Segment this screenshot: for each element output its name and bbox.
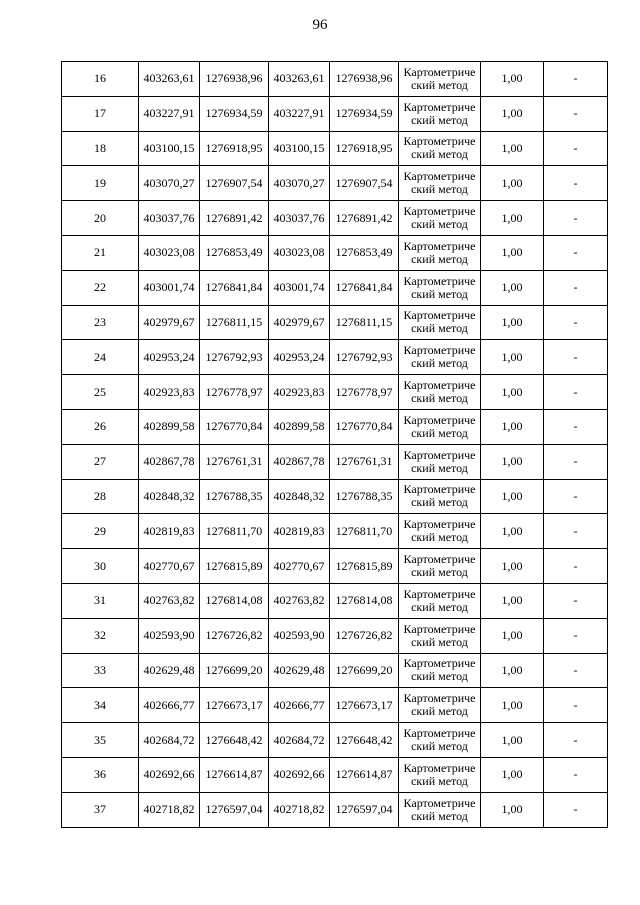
new-x-cell: 403070,27 xyxy=(269,166,330,201)
existing-x-cell: 402770,67 xyxy=(139,549,200,584)
table-row xyxy=(62,723,608,758)
description-cell: - xyxy=(544,375,608,410)
table-row xyxy=(62,688,608,723)
table-row xyxy=(62,549,608,584)
existing-x-cell: 402684,72 xyxy=(139,723,200,758)
new-y-cell: 1276891,42 xyxy=(330,201,399,236)
new-y-cell: 1276761,31 xyxy=(330,444,399,479)
table-row xyxy=(62,270,608,305)
table-row xyxy=(62,792,608,827)
accuracy-cell: 1,00 xyxy=(481,757,544,792)
description-cell: - xyxy=(544,409,608,444)
description-cell: - xyxy=(544,653,608,688)
method-line-1: Картометриче xyxy=(403,238,476,253)
existing-x-cell: 403037,76 xyxy=(139,201,200,236)
method-cell xyxy=(399,618,481,653)
method-line-2: ский метод xyxy=(411,460,468,475)
new-x-cell: 402692,66 xyxy=(269,757,330,792)
accuracy-cell: 1,00 xyxy=(481,340,544,375)
new-x-cell: 403023,08 xyxy=(269,235,330,270)
method-line-1: Картометриче xyxy=(403,517,476,532)
point-number-cell: 34 xyxy=(62,688,139,723)
accuracy-cell: 1,00 xyxy=(481,270,544,305)
table-row xyxy=(62,409,608,444)
point-number-cell: 29 xyxy=(62,514,139,549)
method-cell xyxy=(399,549,481,584)
page-number: 96 xyxy=(312,17,328,33)
point-number-cell: 31 xyxy=(62,583,139,618)
new-y-cell: 1276788,35 xyxy=(330,479,399,514)
new-y-cell: 1276918,95 xyxy=(330,131,399,166)
new-y-cell: 1276815,89 xyxy=(330,549,399,584)
accuracy-cell: 1,00 xyxy=(481,583,544,618)
table-row xyxy=(62,131,608,166)
point-number-cell: 17 xyxy=(62,96,139,131)
description-cell: - xyxy=(544,479,608,514)
accuracy-cell: 1,00 xyxy=(481,201,544,236)
description-cell: - xyxy=(544,305,608,340)
method-line-2: ский метод xyxy=(411,495,468,510)
coordinates-table-body xyxy=(62,62,608,828)
point-number-cell: 36 xyxy=(62,757,139,792)
point-number-cell: 19 xyxy=(62,166,139,201)
existing-x-cell: 402867,78 xyxy=(139,444,200,479)
existing-x-cell: 402923,83 xyxy=(139,375,200,410)
new-y-cell: 1276726,82 xyxy=(330,618,399,653)
point-number-cell: 35 xyxy=(62,723,139,758)
method-line-1: Картометриче xyxy=(403,447,476,462)
new-y-cell: 1276841,84 xyxy=(330,270,399,305)
description-cell: - xyxy=(544,583,608,618)
method-line-2: ский метод xyxy=(411,599,468,614)
table-row xyxy=(62,479,608,514)
new-x-cell: 402763,82 xyxy=(269,583,330,618)
method-line-1: Картометриче xyxy=(403,343,476,358)
method-line-2: ский метод xyxy=(411,773,468,788)
new-x-cell: 402979,67 xyxy=(269,305,330,340)
point-number-cell: 24 xyxy=(62,340,139,375)
point-number-cell: 28 xyxy=(62,479,139,514)
table-row xyxy=(62,583,608,618)
new-x-cell: 402770,67 xyxy=(269,549,330,584)
method-cell xyxy=(399,479,481,514)
point-number-cell: 23 xyxy=(62,305,139,340)
new-y-cell: 1276597,04 xyxy=(330,792,399,827)
description-cell: - xyxy=(544,618,608,653)
existing-x-cell: 402629,48 xyxy=(139,653,200,688)
method-cell xyxy=(399,792,481,827)
accuracy-cell: 1,00 xyxy=(481,723,544,758)
accuracy-cell: 1,00 xyxy=(481,62,544,97)
description-cell: - xyxy=(544,444,608,479)
method-cell xyxy=(399,131,481,166)
existing-x-cell: 402979,67 xyxy=(139,305,200,340)
method-line-1: Картометриче xyxy=(403,621,476,636)
new-x-cell: 402629,48 xyxy=(269,653,330,688)
new-x-cell: 402953,24 xyxy=(269,340,330,375)
description-cell: - xyxy=(544,792,608,827)
existing-y-cell: 1276934,59 xyxy=(200,96,269,131)
existing-x-cell: 402819,83 xyxy=(139,514,200,549)
description-cell: - xyxy=(544,757,608,792)
existing-x-cell: 402953,24 xyxy=(139,340,200,375)
method-line-1: Картометриче xyxy=(403,691,476,706)
table-row xyxy=(62,444,608,479)
description-cell: - xyxy=(544,235,608,270)
accuracy-cell: 1,00 xyxy=(481,305,544,340)
new-x-cell: 403263,61 xyxy=(269,62,330,97)
method-line-2: ский метод xyxy=(411,77,468,92)
existing-x-cell: 403070,27 xyxy=(139,166,200,201)
new-y-cell: 1276814,08 xyxy=(330,583,399,618)
existing-y-cell: 1276841,84 xyxy=(200,270,269,305)
existing-x-cell: 402718,82 xyxy=(139,792,200,827)
method-line-1: Картометриче xyxy=(403,99,476,114)
table-row xyxy=(62,62,608,97)
method-line-2: ский метод xyxy=(411,217,468,232)
method-line-2: ский метод xyxy=(411,356,468,371)
new-x-cell: 402666,77 xyxy=(269,688,330,723)
existing-x-cell: 402593,90 xyxy=(139,618,200,653)
method-cell xyxy=(399,723,481,758)
existing-y-cell: 1276788,35 xyxy=(200,479,269,514)
method-line-2: ский метод xyxy=(411,704,468,719)
method-line-1: Картометриче xyxy=(403,308,476,323)
point-number-cell: 22 xyxy=(62,270,139,305)
new-x-cell: 403100,15 xyxy=(269,131,330,166)
table-row xyxy=(62,653,608,688)
existing-x-cell: 403263,61 xyxy=(139,62,200,97)
method-line-1: Картометриче xyxy=(403,273,476,288)
new-y-cell: 1276811,70 xyxy=(330,514,399,549)
description-cell: - xyxy=(544,62,608,97)
existing-y-cell: 1276891,42 xyxy=(200,201,269,236)
method-cell xyxy=(399,270,481,305)
new-y-cell: 1276792,93 xyxy=(330,340,399,375)
existing-y-cell: 1276814,08 xyxy=(200,583,269,618)
new-y-cell: 1276907,54 xyxy=(330,166,399,201)
existing-y-cell: 1276811,15 xyxy=(200,305,269,340)
method-line-2: ский метод xyxy=(411,565,468,580)
new-x-cell: 402899,58 xyxy=(269,409,330,444)
new-x-cell: 402819,83 xyxy=(269,514,330,549)
method-line-1: Картометриче xyxy=(403,482,476,497)
existing-x-cell: 403100,15 xyxy=(139,131,200,166)
new-x-cell: 402593,90 xyxy=(269,618,330,653)
existing-x-cell: 403023,08 xyxy=(139,235,200,270)
new-y-cell: 1276770,84 xyxy=(330,409,399,444)
table-row xyxy=(62,375,608,410)
method-cell xyxy=(399,340,481,375)
existing-y-cell: 1276778,97 xyxy=(200,375,269,410)
new-y-cell: 1276699,20 xyxy=(330,653,399,688)
method-line-1: Картометриче xyxy=(403,552,476,567)
table-row xyxy=(62,166,608,201)
new-y-cell: 1276778,97 xyxy=(330,375,399,410)
method-line-2: ский метод xyxy=(411,391,468,406)
table-row xyxy=(62,235,608,270)
existing-x-cell: 402666,77 xyxy=(139,688,200,723)
existing-x-cell: 402848,32 xyxy=(139,479,200,514)
accuracy-cell: 1,00 xyxy=(481,653,544,688)
accuracy-cell: 1,00 xyxy=(481,444,544,479)
point-number-cell: 18 xyxy=(62,131,139,166)
method-cell xyxy=(399,62,481,97)
existing-y-cell: 1276918,95 xyxy=(200,131,269,166)
new-x-cell: 402718,82 xyxy=(269,792,330,827)
new-x-cell: 403001,74 xyxy=(269,270,330,305)
coordinates-table xyxy=(61,61,608,828)
existing-y-cell: 1276726,82 xyxy=(200,618,269,653)
table-row xyxy=(62,618,608,653)
method-line-2: ский метод xyxy=(411,182,468,197)
table-row xyxy=(62,305,608,340)
point-number-cell: 25 xyxy=(62,375,139,410)
existing-y-cell: 1276699,20 xyxy=(200,653,269,688)
method-line-2: ский метод xyxy=(411,112,468,127)
new-x-cell: 402684,72 xyxy=(269,723,330,758)
new-x-cell: 402867,78 xyxy=(269,444,330,479)
table-row xyxy=(62,757,608,792)
new-y-cell: 1276811,15 xyxy=(330,305,399,340)
description-cell: - xyxy=(544,131,608,166)
method-line-2: ский метод xyxy=(411,321,468,336)
method-line-1: Картометриче xyxy=(403,586,476,601)
existing-x-cell: 402763,82 xyxy=(139,583,200,618)
existing-y-cell: 1276761,31 xyxy=(200,444,269,479)
existing-y-cell: 1276853,49 xyxy=(200,235,269,270)
accuracy-cell: 1,00 xyxy=(481,688,544,723)
new-y-cell: 1276614,87 xyxy=(330,757,399,792)
method-cell xyxy=(399,305,481,340)
new-y-cell: 1276648,42 xyxy=(330,723,399,758)
method-line-2: ский метод xyxy=(411,669,468,684)
accuracy-cell: 1,00 xyxy=(481,792,544,827)
method-line-1: Картометриче xyxy=(403,795,476,810)
new-y-cell: 1276934,59 xyxy=(330,96,399,131)
method-line-1: Картометриче xyxy=(403,760,476,775)
existing-y-cell: 1276792,93 xyxy=(200,340,269,375)
method-cell xyxy=(399,375,481,410)
method-line-1: Картометриче xyxy=(403,656,476,671)
description-cell: - xyxy=(544,340,608,375)
method-cell xyxy=(399,96,481,131)
existing-y-cell: 1276907,54 xyxy=(200,166,269,201)
existing-x-cell: 402692,66 xyxy=(139,757,200,792)
description-cell: - xyxy=(544,166,608,201)
method-cell xyxy=(399,514,481,549)
table-row xyxy=(62,96,608,131)
method-cell xyxy=(399,757,481,792)
accuracy-cell: 1,00 xyxy=(481,131,544,166)
existing-y-cell: 1276815,89 xyxy=(200,549,269,584)
existing-y-cell: 1276811,70 xyxy=(200,514,269,549)
accuracy-cell: 1,00 xyxy=(481,235,544,270)
method-line-2: ский метод xyxy=(411,634,468,649)
method-cell xyxy=(399,653,481,688)
new-y-cell: 1276938,96 xyxy=(330,62,399,97)
existing-y-cell: 1276938,96 xyxy=(200,62,269,97)
description-cell: - xyxy=(544,201,608,236)
existing-x-cell: 403001,74 xyxy=(139,270,200,305)
table-row xyxy=(62,340,608,375)
method-line-1: Картометриче xyxy=(403,378,476,393)
existing-y-cell: 1276597,04 xyxy=(200,792,269,827)
accuracy-cell: 1,00 xyxy=(481,375,544,410)
accuracy-cell: 1,00 xyxy=(481,549,544,584)
description-cell: - xyxy=(544,270,608,305)
accuracy-cell: 1,00 xyxy=(481,409,544,444)
existing-y-cell: 1276614,87 xyxy=(200,757,269,792)
accuracy-cell: 1,00 xyxy=(481,479,544,514)
new-y-cell: 1276673,17 xyxy=(330,688,399,723)
method-line-2: ский метод xyxy=(411,425,468,440)
description-cell: - xyxy=(544,688,608,723)
method-cell xyxy=(399,583,481,618)
new-x-cell: 403227,91 xyxy=(269,96,330,131)
method-line-2: ский метод xyxy=(411,808,468,823)
new-x-cell: 402923,83 xyxy=(269,375,330,410)
point-number-cell: 21 xyxy=(62,235,139,270)
point-number-cell: 32 xyxy=(62,618,139,653)
description-cell: - xyxy=(544,549,608,584)
method-line-1: Картометриче xyxy=(403,412,476,427)
description-cell: - xyxy=(544,723,608,758)
method-cell xyxy=(399,201,481,236)
method-line-1: Картометриче xyxy=(403,169,476,184)
point-number-cell: 33 xyxy=(62,653,139,688)
method-line-2: ский метод xyxy=(411,739,468,754)
new-x-cell: 402848,32 xyxy=(269,479,330,514)
method-line-1: Картометриче xyxy=(403,204,476,219)
method-line-2: ский метод xyxy=(411,251,468,266)
point-number-cell: 37 xyxy=(62,792,139,827)
table-row xyxy=(62,201,608,236)
method-line-2: ский метод xyxy=(411,530,468,545)
point-number-cell: 20 xyxy=(62,201,139,236)
existing-y-cell: 1276648,42 xyxy=(200,723,269,758)
description-cell: - xyxy=(544,514,608,549)
point-number-cell: 27 xyxy=(62,444,139,479)
accuracy-cell: 1,00 xyxy=(481,618,544,653)
method-cell xyxy=(399,166,481,201)
existing-x-cell: 403227,91 xyxy=(139,96,200,131)
existing-y-cell: 1276673,17 xyxy=(200,688,269,723)
new-x-cell: 403037,76 xyxy=(269,201,330,236)
method-cell xyxy=(399,235,481,270)
method-line-2: ский метод xyxy=(411,286,468,301)
point-number-cell: 26 xyxy=(62,409,139,444)
existing-x-cell: 402899,58 xyxy=(139,409,200,444)
accuracy-cell: 1,00 xyxy=(481,514,544,549)
existing-y-cell: 1276770,84 xyxy=(200,409,269,444)
method-line-1: Картометриче xyxy=(403,64,476,79)
point-number-cell: 16 xyxy=(62,62,139,97)
method-line-1: Картометриче xyxy=(403,134,476,149)
description-cell: - xyxy=(544,96,608,131)
method-cell xyxy=(399,444,481,479)
new-y-cell: 1276853,49 xyxy=(330,235,399,270)
table-row xyxy=(62,514,608,549)
method-cell xyxy=(399,688,481,723)
method-cell xyxy=(399,409,481,444)
accuracy-cell: 1,00 xyxy=(481,96,544,131)
accuracy-cell: 1,00 xyxy=(481,166,544,201)
method-line-2: ский метод xyxy=(411,147,468,162)
method-line-1: Картометриче xyxy=(403,726,476,741)
point-number-cell: 30 xyxy=(62,549,139,584)
